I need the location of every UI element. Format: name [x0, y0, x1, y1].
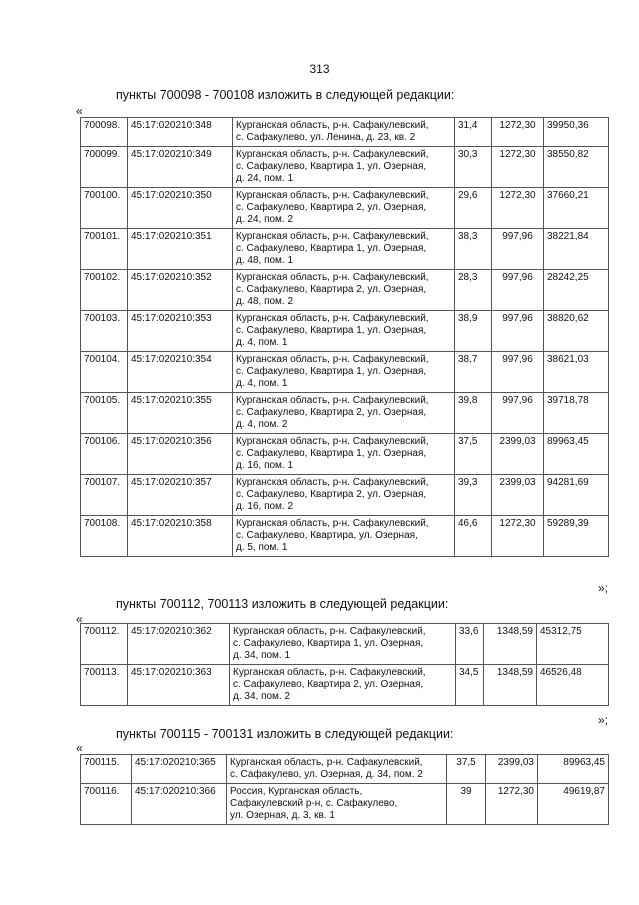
area-cell: 28,3	[455, 270, 492, 311]
cadastral-number-cell: 45:17:020210:349	[128, 147, 233, 188]
row-number-cell: 700106.	[81, 434, 128, 475]
area-cell: 39,8	[455, 393, 492, 434]
rate-cell: 1348,59	[484, 624, 537, 665]
table-section-2	[80, 623, 609, 706]
table-row	[81, 784, 609, 825]
cadastral-value-cell: 38820,62	[544, 311, 609, 352]
cadastral-number-cell: 45:17:020210:354	[128, 352, 233, 393]
open-quote-3: «	[76, 741, 83, 755]
row-number-cell: 700098.	[81, 118, 128, 147]
address-cell: Курганская область, р-н. Сафакулевский, с. Сафакулево, ул. Озерная, д. 34, пом. 2	[227, 755, 447, 784]
close-quote-2: »;	[598, 713, 609, 727]
table-row	[81, 270, 609, 311]
area-cell: 38,9	[455, 311, 492, 352]
address-cell: Курганская область, р-н. Сафакулевский, с. Сафакулево, Квартира 2, ул. Озерная, д. 24, пом. 2	[233, 188, 455, 229]
cadastral-value-cell: 59289,39	[544, 516, 609, 557]
area-cell: 37,5	[455, 434, 492, 475]
rate-cell: 1272,30	[486, 784, 538, 825]
cadastral-value-cell: 94281,69	[544, 475, 609, 516]
cadastral-number-cell: 45:17:020210:355	[128, 393, 233, 434]
table-row	[81, 118, 609, 147]
cadastral-value-cell: 37660,21	[544, 188, 609, 229]
table-row	[81, 311, 609, 352]
row-number-cell: 700115.	[81, 755, 132, 784]
table-row	[81, 229, 609, 270]
table-row	[81, 434, 609, 475]
table-row	[81, 624, 609, 665]
rate-cell: 997,96	[492, 229, 544, 270]
area-cell: 38,3	[455, 229, 492, 270]
address-cell: Курганская область, р-н. Сафакулевский, с. Сафакулево, Квартира 2, ул. Озерная, д. 48, пом. 2	[233, 270, 455, 311]
table-row	[81, 188, 609, 229]
rate-cell: 1348,59	[484, 665, 537, 706]
cadastral-value-cell: 38550,82	[544, 147, 609, 188]
row-number-cell: 700102.	[81, 270, 128, 311]
row-number-cell: 700103.	[81, 311, 128, 352]
cadastral-value-cell: 89963,45	[544, 434, 609, 475]
area-cell: 34,5	[456, 665, 484, 706]
cadastral-number-cell: 45:17:020210:350	[128, 188, 233, 229]
cadastral-value-cell: 39950,36	[544, 118, 609, 147]
rate-cell: 997,96	[492, 270, 544, 311]
table-section-3	[80, 754, 609, 825]
row-number-cell: 700107.	[81, 475, 128, 516]
rate-cell: 997,96	[492, 352, 544, 393]
rate-cell: 1272,30	[492, 118, 544, 147]
area-cell: 39,3	[455, 475, 492, 516]
address-cell: Курганская область, р-н. Сафакулевский, с. Сафакулево, Квартира 2, ул. Озерная, д. 4, пом. 2	[233, 393, 455, 434]
section-intro-3: пункты 700115 - 700131 изложить в следующей редакции:	[116, 727, 454, 741]
address-cell: Курганская область, р-н. Сафакулевский, с. Сафакулево, Квартира 1, ул. Озерная, д. 4, пом. 1	[233, 352, 455, 393]
area-cell: 37,5	[447, 755, 486, 784]
table-row	[81, 352, 609, 393]
address-cell: Курганская область, р-н. Сафакулевский, с. Сафакулево, Квартира 1, ул. Озерная, д. 48, пом. 1	[233, 229, 455, 270]
table-row	[81, 665, 609, 706]
close-quote-1: »;	[598, 581, 609, 595]
table-row	[81, 475, 609, 516]
address-cell: Курганская область, р-н. Сафакулевский, с. Сафакулево, Квартира 1, ул. Озерная, д. 24, пом. 1	[233, 147, 455, 188]
row-number-cell: 700101.	[81, 229, 128, 270]
cadastral-number-cell: 45:17:020210:362	[128, 624, 230, 665]
cadastral-number-cell: 45:17:020210:358	[128, 516, 233, 557]
address-cell: Курганская область, р-н. Сафакулевский, с. Сафакулево, Квартира 2, ул. Озерная, д. 34, пом. 2	[230, 665, 456, 706]
rate-cell: 997,96	[492, 393, 544, 434]
address-cell: Курганская область, р-н. Сафакулевский, с. Сафакулево, Квартира, ул. Озерная, д. 5, пом. 1	[233, 516, 455, 557]
address-cell: Курганская область, р-н. Сафакулевский, с. Сафакулево, Квартира 1, ул. Озерная, д. 4, пом. 1	[233, 311, 455, 352]
row-number-cell: 700112.	[81, 624, 128, 665]
cadastral-number-cell: 45:17:020210:353	[128, 311, 233, 352]
address-cell: Россия, Курганская область, Сафакулевский р-н, с. Сафакулево, ул. Озерная, д. 3, кв. 1	[227, 784, 447, 825]
address-cell: Курганская область, р-н. Сафакулевский, с. Сафакулево, Квартира 1, ул. Озерная, д. 16, пом. 1	[233, 434, 455, 475]
cadastral-number-cell: 45:17:020210:366	[132, 784, 227, 825]
row-number-cell: 700108.	[81, 516, 128, 557]
cadastral-value-cell: 49619,87	[538, 784, 609, 825]
cadastral-value-cell: 46526,48	[537, 665, 609, 706]
address-cell: Курганская область, р-н. Сафакулевский, с. Сафакулево, Квартира 1, ул. Озерная, д. 34, пом. 1	[230, 624, 456, 665]
section-intro-2: пункты 700112, 700113 изложить в следующей редакции:	[116, 597, 449, 611]
cadastral-value-cell: 45312,75	[537, 624, 609, 665]
open-quote-1: «	[76, 104, 83, 118]
area-cell: 46,6	[455, 516, 492, 557]
area-cell: 38,7	[455, 352, 492, 393]
cadastral-number-cell: 45:17:020210:363	[128, 665, 230, 706]
cadastral-value-cell: 38221,84	[544, 229, 609, 270]
rate-cell: 1272,30	[492, 516, 544, 557]
cadastral-number-cell: 45:17:020210:365	[132, 755, 227, 784]
area-cell: 39	[447, 784, 486, 825]
cadastral-number-cell: 45:17:020210:348	[128, 118, 233, 147]
cadastral-number-cell: 45:17:020210:352	[128, 270, 233, 311]
row-number-cell: 700105.	[81, 393, 128, 434]
cadastral-number-cell: 45:17:020210:356	[128, 434, 233, 475]
rate-cell: 2399,03	[492, 434, 544, 475]
cadastral-value-cell: 28242,25	[544, 270, 609, 311]
table-row	[81, 755, 609, 784]
address-cell: Курганская область, р-н. Сафакулевский, с. Сафакулево, ул. Ленина, д. 23, кв. 2	[233, 118, 455, 147]
section-intro-1: пункты 700098 - 700108 изложить в следующей редакции:	[116, 88, 455, 102]
table-section-1	[80, 117, 609, 557]
row-number-cell: 700116.	[81, 784, 132, 825]
area-cell: 30,3	[455, 147, 492, 188]
cadastral-number-cell: 45:17:020210:351	[128, 229, 233, 270]
rate-cell: 1272,30	[492, 188, 544, 229]
row-number-cell: 700113.	[81, 665, 128, 706]
table-row	[81, 147, 609, 188]
row-number-cell: 700100.	[81, 188, 128, 229]
cadastral-value-cell: 38621,03	[544, 352, 609, 393]
cadastral-value-cell: 89963,45	[538, 755, 609, 784]
open-quote-2: «	[76, 612, 83, 626]
area-cell: 31,4	[455, 118, 492, 147]
rate-cell: 2399,03	[492, 475, 544, 516]
row-number-cell: 700099.	[81, 147, 128, 188]
cadastral-number-cell: 45:17:020210:357	[128, 475, 233, 516]
rate-cell: 1272,30	[492, 147, 544, 188]
table-row	[81, 516, 609, 557]
rate-cell: 997,96	[492, 311, 544, 352]
area-cell: 29,6	[455, 188, 492, 229]
table-row	[81, 393, 609, 434]
area-cell: 33,6	[456, 624, 484, 665]
page-number: 313	[309, 62, 330, 76]
row-number-cell: 700104.	[81, 352, 128, 393]
rate-cell: 2399,03	[486, 755, 538, 784]
address-cell: Курганская область, р-н. Сафакулевский, с. Сафакулево, Квартира 2, ул. Озерная, д. 16, пом. 2	[233, 475, 455, 516]
cadastral-value-cell: 39718,78	[544, 393, 609, 434]
